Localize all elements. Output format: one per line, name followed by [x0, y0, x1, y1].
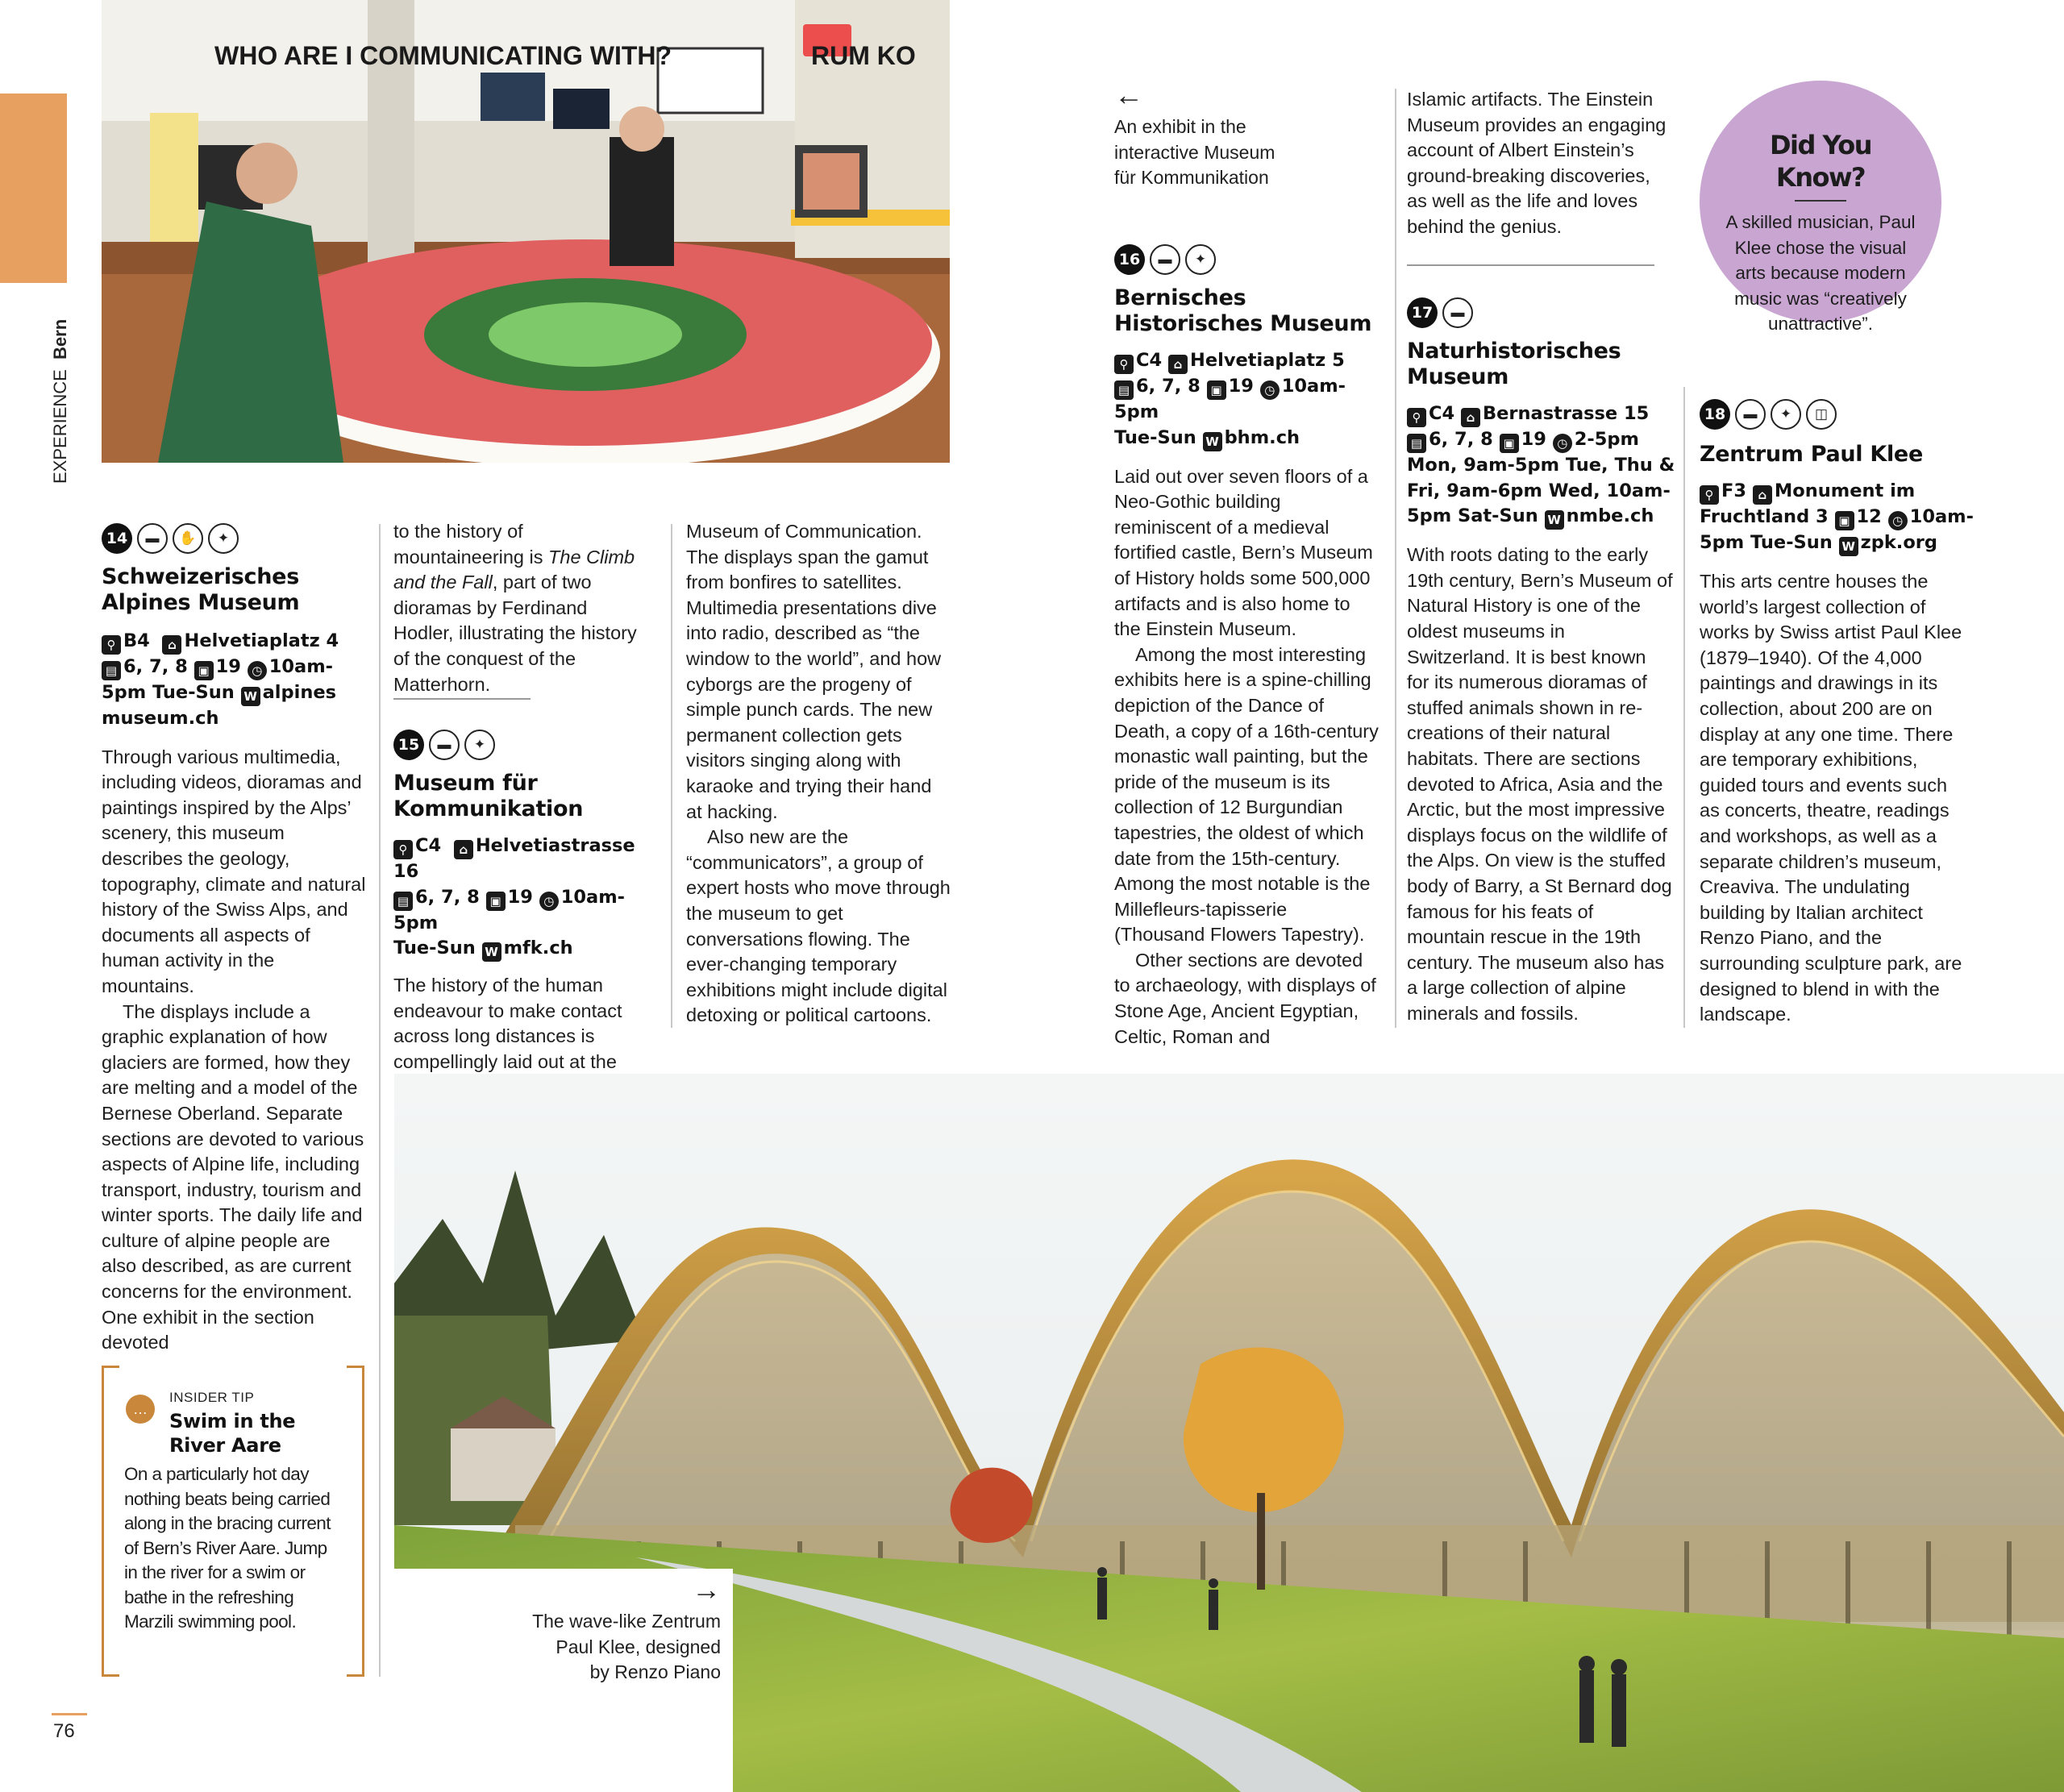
address: Helvetiaplatz 4 [184, 630, 339, 651]
divider [1407, 264, 1654, 266]
entry-15-continued [686, 519, 952, 1029]
tram-icon: ▤ [393, 892, 413, 911]
entry-title [1407, 339, 1681, 390]
address: Helvetiaplatz 5 [1190, 350, 1345, 371]
photo-museum-exhibit [102, 0, 950, 463]
ticket-icon: ▬ [429, 730, 460, 760]
entry-info [1407, 401, 1681, 530]
opening-hours: 10am- [1909, 506, 1974, 527]
photo-sign-text: WHO ARE I COMMUNICATING WITH? [214, 41, 672, 70]
column-rule [1395, 89, 1396, 1028]
entry-18 [1700, 398, 1974, 1028]
tip-bracket-right [347, 1366, 364, 1677]
entry-icons [102, 522, 368, 555]
home-icon: ⌂ [454, 840, 473, 859]
bus-lines: 19 [1521, 429, 1546, 450]
ticket-icon: ▬ [1735, 399, 1766, 430]
entry-title-line: Alpines Museum [102, 590, 300, 615]
arrow-right-icon: → [692, 1573, 721, 1606]
address: Fruchtland 3 [1700, 506, 1829, 527]
opening-hours: 5pm Tue-Sun [102, 682, 235, 703]
clock-icon: ◷ [1553, 434, 1572, 453]
paragraph: With roots dating to the early 19th century, Bern’s Museum of Natural History is one of the oldest museums in Switzerland. It is best known for its numerous dioramas of stuffed animals shown in re-creations of their natural habitats. There are sections devoted to Africa, Asia and the Arctic, but the most impressive displays focus on the wildlife of the Alps. On view is the stuffed body of Barry, a St Bernard dog famous for his feats of mountain rescue in the 19th century. The museum also has a large collection of alpine minerals and fossils. [1407, 544, 1673, 1024]
bus-lines: 19 [215, 656, 241, 677]
sidebar-accent-bar [0, 94, 67, 283]
caption-top [1114, 78, 1356, 191]
web-icon: W [1545, 510, 1564, 530]
entry-title [1114, 285, 1380, 337]
bus-icon: ▣ [1835, 511, 1854, 530]
entry-icons [1700, 398, 1974, 430]
address: Monument im [1774, 480, 1916, 501]
tram-lines: 6, 7, 8 [415, 886, 480, 908]
tip-kicker: INSIDER TIP [169, 1390, 255, 1405]
entry-number: 14 [102, 523, 132, 554]
entry-16 [1114, 243, 1380, 1050]
map-ref: B4 [123, 630, 150, 651]
did-you-know-rule [1795, 200, 1846, 202]
tram-lines: 6, 7, 8 [1136, 376, 1201, 397]
bus-lines: 19 [1228, 376, 1254, 397]
entry-title-line: Bernisches [1114, 285, 1246, 310]
entry-icons [1114, 243, 1380, 276]
entry-info [393, 834, 660, 962]
tram-lines: 6, 7, 8 [123, 656, 188, 677]
entry-15 [393, 729, 660, 1075]
page-number: 76 [53, 1720, 75, 1742]
entry-14-continued [393, 519, 651, 697]
map-ref: F3 [1721, 480, 1747, 501]
opening-hours: 5pm Sat-Sun [1407, 505, 1538, 527]
map-ref: C4 [415, 835, 442, 856]
tram-icon: ▤ [102, 661, 121, 680]
cafe-icon: ✦ [464, 730, 495, 760]
speech-bubble-icon: … [126, 1395, 155, 1424]
map-pin-icon: ⚲ [1407, 408, 1426, 427]
sidebar-place: Bern [50, 318, 70, 360]
bus-icon: ▣ [194, 661, 214, 680]
tip-title-line: River Aare [169, 1434, 281, 1457]
web-icon: W [241, 687, 260, 706]
website[interactable]: bhm.ch [1224, 426, 1300, 448]
opening-hours: Tue-Sun [1114, 426, 1196, 448]
map-pin-icon: ⚲ [393, 840, 413, 859]
ticket-icon: ▬ [137, 523, 168, 554]
entry-title-line: Naturhistorisches [1407, 339, 1621, 364]
entry-title [102, 564, 368, 616]
website[interactable]: museum.ch [102, 708, 219, 729]
address: Helvetiastrasse 16 [393, 835, 635, 882]
web-icon: W [482, 942, 501, 962]
entry-info [1700, 479, 1974, 556]
entry-title-line: Museum für [393, 771, 538, 796]
entry-title-line: Kommunikation [393, 796, 584, 821]
clock-icon: ◷ [1888, 511, 1908, 530]
entry-number: 15 [393, 730, 424, 760]
caption-bottom-line: by Renzo Piano [589, 1661, 721, 1683]
home-icon: ⌂ [1461, 408, 1480, 427]
tram-lines: 6, 7, 8 [1429, 429, 1493, 450]
tip-title-line: Swim in the [169, 1410, 296, 1432]
opening-hours: Mon, 9am-5pm Tue, Thu & [1407, 455, 1675, 476]
paragraph: Museum of Communication. The displays span the gamut from bonfires to satellites. Multimedia presentations dive into radio, described as “the window to the world”, and how cyborgs are the progeny of simple punch cards. The new permanent collection gets visitors singing along with karaoke and trying their hand at hacking. [686, 521, 942, 822]
shop-icon: ◫ [1806, 399, 1837, 430]
entry-title-line: Museum [1407, 364, 1509, 389]
caption-bottom-line: Paul Klee, designed [556, 1636, 721, 1657]
ticket-icon: ▬ [1442, 297, 1473, 328]
website[interactable]: alpines [262, 682, 337, 703]
caption-top-line: An exhibit in the [1114, 116, 1246, 137]
home-icon: ⌂ [1753, 485, 1772, 505]
entry-body [393, 973, 635, 1075]
map-pin-icon: ⚲ [102, 635, 121, 655]
cafe-icon: ✦ [1185, 244, 1216, 275]
entry-17 [1407, 297, 1681, 1026]
entry-icons [393, 729, 660, 761]
bus-lines: 12 [1856, 506, 1882, 527]
paragraph: Laid out over seven floors of a Neo-Gothic building reminiscent of a medieval fortified castle, Bern’s Museum of History holds some 500,000 artifacts and is also home to the Einstein Museum. [1114, 465, 1373, 640]
column-rule [379, 524, 381, 1677]
entry-body [102, 745, 368, 1356]
cafe-icon: ✦ [208, 523, 239, 554]
paragraph: , part of two dioramas by Ferdinand Hodler, illustrating the history of the conquest of the Matterhorn. [393, 572, 637, 695]
opening-hours: 5pm Tue-Sun [1700, 532, 1833, 553]
entry-body [1114, 464, 1380, 1050]
arrow-left-icon: ← [1114, 78, 1143, 111]
cafe-icon: ✦ [1771, 399, 1801, 430]
clock-icon: ◷ [248, 661, 267, 680]
paragraph: Other sections are devoted to archaeology, with displays of Stone Age, Ancient Egyptian, Celtic, Roman and [1114, 949, 1376, 1047]
caption-bottom [452, 1575, 721, 1686]
home-icon: ⌂ [162, 635, 181, 655]
bus-icon: ▣ [1500, 434, 1519, 453]
sidebar-label [50, 319, 71, 484]
entry-number: 16 [1114, 244, 1145, 275]
opening-hours: 2-5pm [1574, 429, 1639, 450]
map-pin-icon: ⚲ [1114, 355, 1134, 374]
page-number-rule [52, 1713, 87, 1715]
website[interactable]: nmbe.ch [1566, 505, 1654, 527]
opening-hours: 10am-5pm [393, 886, 626, 933]
photo-sign-text-right: RUM KO [811, 41, 916, 70]
tip-text: On a particularly hot day nothing beats being carried along in the bracing current of Bern’s River Aare. Jump in the river for a swim or bathe in the refreshing Marzili swimming pool. [124, 1464, 331, 1632]
entry-body [1407, 543, 1673, 1026]
opening-hours: Fri, 9am-6pm Wed, 10am- [1407, 480, 1671, 501]
entry-title-line: Historisches Museum [1114, 311, 1372, 336]
paragraph: The history of the human endeavour to make contact across long distances is compellingly laid out at the [393, 975, 622, 1072]
home-icon: ⌂ [1168, 355, 1188, 374]
opening-hours: 10am- [268, 656, 334, 677]
entry-title [1700, 442, 1974, 468]
tram-icon: ▤ [1407, 434, 1426, 453]
bus-lines: 19 [507, 886, 533, 908]
web-icon: W [1203, 432, 1222, 451]
ticket-icon: ▬ [1150, 244, 1180, 275]
tram-icon: ▤ [1114, 380, 1134, 400]
paragraph: Also new are the “communicators”, a group of expert hosts who move through the museum to get conversations flowing. The ever-changing temporary exhibitions might include digital detoxing or political cartoons. [686, 826, 951, 1026]
paragraph: Through various multimedia, including videos, dioramas and paintings inspired by the Alps’ scenery, this museum describes the geology, topography, climate and natural history of the Swiss Alps, and documents all aspects of human activity in the mountains. [102, 746, 366, 996]
map-pin-icon: ⚲ [1700, 485, 1719, 505]
entry-body [1700, 569, 1966, 1028]
website[interactable]: zpk.org [1860, 532, 1937, 553]
opening-hours: 10am-5pm [1114, 376, 1346, 422]
map-ref: C4 [1429, 403, 1455, 424]
entry-number: 17 [1407, 297, 1438, 328]
map-ref: C4 [1136, 350, 1163, 371]
entry-title-line: Schweizerisches [102, 564, 299, 589]
paragraph: The displays include a graphic explanation of how glaciers are formed, how they are melting and a model of the Bernese Oberland. Separate sections are devoted to various aspects of Alpine life, including transport, industry, tourism and winter sports. The daily life and culture of alpine people are also described, as are current concerns for the environment. One exhibit in the section devoted [102, 1000, 364, 1353]
did-you-know-title: Did You Know? [1769, 130, 1872, 193]
web-icon: W [1839, 537, 1858, 556]
divider [393, 698, 531, 700]
clock-icon: ◷ [1260, 380, 1280, 400]
entry-info [102, 629, 368, 732]
paragraph: This arts centre houses the world’s largest collection of works by Swiss artist Paul Klee (1879–1940). Of the 4,000 paintings and drawings in its collection, about 200 are on display at any one time. There are temporary exhibitions, guided tours and events such as concerts, theatre, readings and workshops, as well as a separate children’s museum, Creaviva. The undulating building by Italian architect Renzo Piano, and the surrounding sculpture park, are designed to blend in with the landscape. [1700, 571, 1962, 1025]
clock-icon: ◷ [539, 892, 559, 911]
entry-14 [102, 522, 368, 1356]
address: Bernastrasse 15 [1483, 403, 1650, 424]
did-you-know-text: A skilled musician, Paul Klee chose the visual arts because modern music was “creatively unattractive”. [1725, 212, 1916, 335]
sidebar-section: EXPERIENCE [50, 369, 70, 484]
opening-hours: Tue-Sun [393, 938, 476, 959]
caption-bottom-line: The wave-like Zentrum [532, 1611, 721, 1632]
entry-number: 18 [1700, 399, 1730, 430]
paragraph: Islamic artifacts. The Einstein Museum provides an engaging account of Albert Einstein’s ground-breaking discoveries, as well as the life and loves behind the genius. [1407, 89, 1667, 237]
tip-bracket-left [102, 1366, 119, 1677]
bus-icon: ▣ [1207, 380, 1226, 400]
hand-icon: ✋ [173, 523, 203, 554]
artwork-title: The Climb and the Fall [393, 546, 635, 593]
bus-icon: ▣ [486, 892, 506, 911]
did-you-know-circle [1700, 81, 1941, 335]
entry-16-continued [1407, 87, 1673, 240]
entry-icons [1407, 297, 1681, 329]
caption-top-line: interactive Museum [1114, 141, 1275, 163]
tip-title [169, 1409, 295, 1457]
website[interactable]: mfk.ch [503, 938, 573, 959]
entry-info [1114, 348, 1380, 451]
paragraph: Among the most interesting exhibits here is a spine-chilling depiction of the Dance of Death, a copy of a 16th-century monastic wall painting, but the pride of the museum is its collection of 12 Burgundian tapestries, the oldest of which date from the 15th-century. Among the most notable is the Millefleurs-tapisserie (Thousand Flowers Tapestry). [1114, 643, 1379, 946]
insider-tip-box [102, 1366, 364, 1677]
column-rule [1683, 387, 1685, 1028]
column-rule [671, 524, 672, 1028]
entry-title-line: Zentrum Paul Klee [1700, 442, 1923, 467]
caption-top-line: für Kommunikation [1114, 167, 1269, 189]
paragraph: to the history of mountaineering is [393, 521, 549, 568]
entry-title [393, 771, 660, 822]
